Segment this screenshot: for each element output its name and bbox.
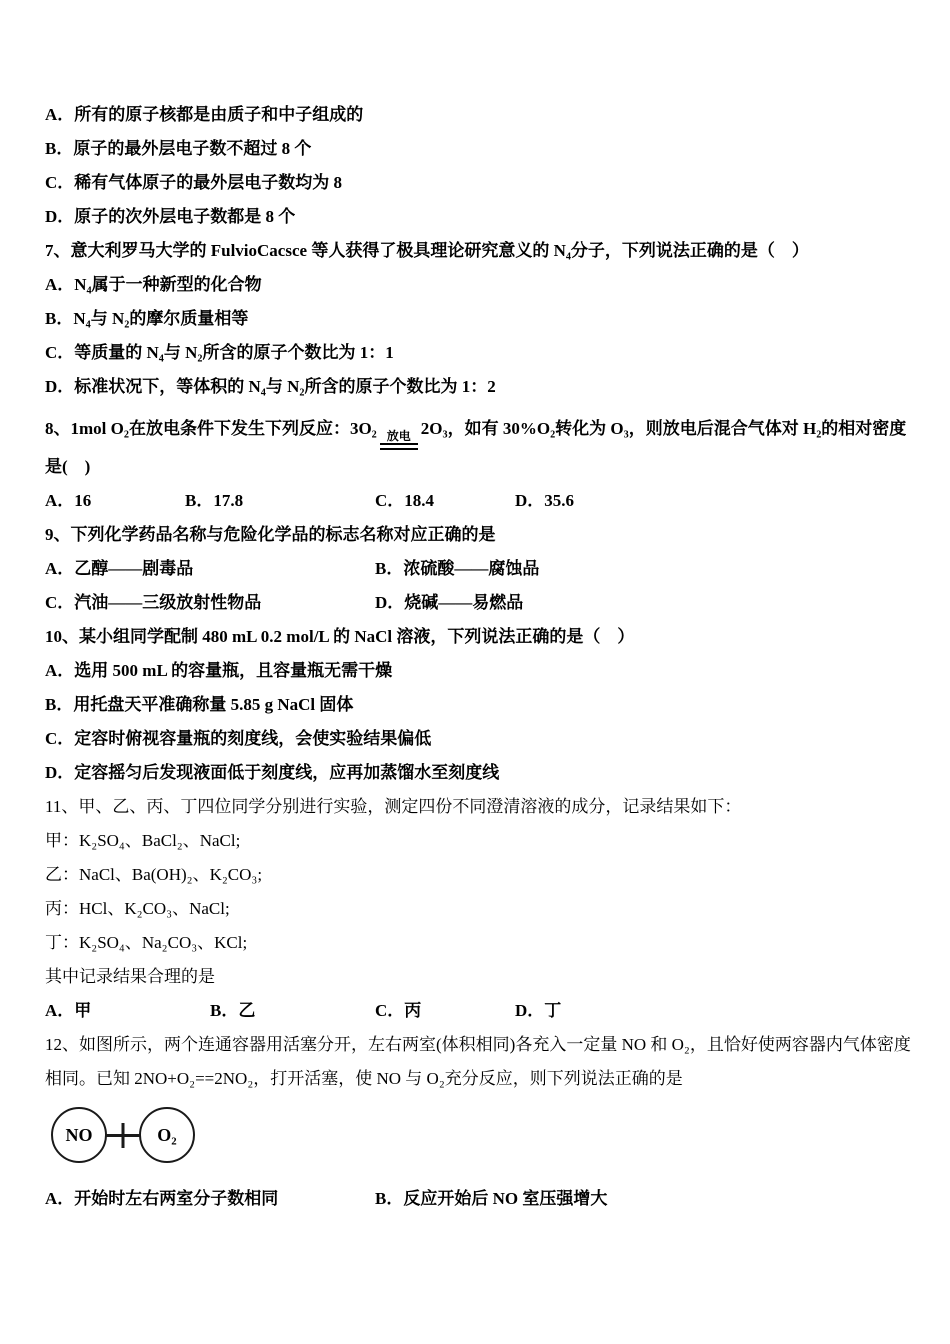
q11-record-bing: 丙：HCl、K₂CO₃、NaCl; xyxy=(45,899,230,918)
q11-record-ding: 丁：K₂SO₄、Na₂CO₃、KCl; xyxy=(45,933,248,952)
question-9-options-row2 xyxy=(45,586,908,620)
q11-record-yi: 乙：NaCl、Ba(OH)₂、K₂CO₃; xyxy=(45,865,263,884)
o2-chamber-label: O₂ xyxy=(157,1124,177,1145)
question-7-option-d: D．标准状况下，等体积的 N₄与 N₂所含的原子个数比为 1：2 xyxy=(45,377,496,396)
question-12-options xyxy=(45,1182,908,1216)
q11-option-c: C．丙 xyxy=(375,1001,422,1020)
q8-option-d: D．35.6 xyxy=(515,491,575,510)
question-9-options-row1 xyxy=(45,552,908,586)
question-8-stem-continued: 是( ) xyxy=(45,457,91,476)
q9-option-a: A．乙醇——剧毒品 xyxy=(45,559,194,578)
question-10-option-a: A．选用 500 mL 的容量瓶，且容量瓶无需干燥 xyxy=(45,661,393,680)
connecting-tube xyxy=(105,1134,141,1137)
question-7-option-b: B．N₄与 N₂的摩尔质量相等 xyxy=(45,309,249,328)
question-6-option-c: C．稀有气体原子的最外层电子数均为 8 xyxy=(45,173,343,192)
q8-option-c: C．18.4 xyxy=(375,491,435,510)
q8-option-b: B．17.8 xyxy=(185,491,244,510)
q8-stem-after: 2O₃，如有 30%O₂转化为 O₃，则放电后混合气体对 H₂的相对密度 xyxy=(420,419,907,438)
q12-gas-diagram xyxy=(51,1104,908,1166)
q8-stem-before: 8、1mol O₂在放电条件下发生下列反应：3O₂ xyxy=(45,419,377,438)
question-7-stem: 7、意大利罗马大学的 FulvioCacsce 等人获得了极具理论研究意义的 N₄分子，下列说法正确的是（ ） xyxy=(45,241,809,260)
q8-option-a: A．16 xyxy=(45,491,92,510)
question-11-options xyxy=(45,994,908,1028)
question-6-option-a: A．所有的原子核都是由质子和中子组成的 xyxy=(45,105,364,124)
q9-option-c: C．汽油——三级放射性物品 xyxy=(45,593,262,612)
question-10-option-c: C．定容时俯视容量瓶的刻度线，会使实验结果偏低 xyxy=(45,729,432,748)
question-8-options xyxy=(45,484,908,518)
q12-option-a: A．开始时左右两室分子数相同 xyxy=(45,1189,279,1208)
question-10-option-b: B．用托盘天平准确称量 5.85 g NaCl 固体 xyxy=(45,695,354,714)
question-10-option-d: D．定容摇匀后发现液面低于刻度线，应再加蒸馏水至刻度线 xyxy=(45,763,500,782)
question-6-option-b: B．原子的最外层电子数不超过 8 个 xyxy=(45,139,312,158)
q11-option-d: D．丁 xyxy=(515,1001,562,1020)
condition-label: 放电 xyxy=(386,429,411,443)
double-equals-line xyxy=(380,443,418,450)
question-7-option-c: C．等质量的 N₄与 N₂所含的原子个数比为 1：1 xyxy=(45,343,394,362)
stopcock-valve xyxy=(122,1123,125,1148)
question-9-stem: 9、下列化学药品名称与危险化学品的标志名称对应正确的是 xyxy=(45,525,496,544)
no-chamber-circle xyxy=(51,1107,107,1163)
q12-option-b: B．反应开始后 NO 室压强增大 xyxy=(375,1189,608,1208)
q11-option-a: A．甲 xyxy=(45,1001,92,1020)
q9-option-d: D．烧碱——易燃品 xyxy=(375,593,524,612)
q9-option-b: B．浓硫酸——腐蚀品 xyxy=(375,559,540,578)
question-6-option-d: D．原子的次外层电子数都是 8 个 xyxy=(45,207,296,226)
no-chamber-label: NO xyxy=(65,1124,93,1145)
question-12-stem-line1: 12、如图所示，两个连通容器用活塞分开，左右两室(体积相同)各充入一定量 NO 和 O₂，且恰好使两容器内气体密度 xyxy=(45,1035,911,1054)
question-8-stem xyxy=(45,412,908,450)
q11-option-b: B．乙 xyxy=(210,1001,256,1020)
question-10-stem: 10、某小组同学配制 480 mL 0.2 mol/L 的 NaCl 溶液，下列说法正确的是（ ） xyxy=(45,627,635,646)
o2-chamber-circle xyxy=(139,1107,195,1163)
reaction-condition xyxy=(380,430,418,450)
question-12-stem-line2: 相同。已知 2NO+O₂==2NO₂，打开活塞，使 NO 与 O₂充分反应，则下列说法正确的是 xyxy=(45,1069,683,1088)
question-11-closing: 其中记录结果合理的是 xyxy=(45,967,215,986)
question-7-option-a: A．N₄属于一种新型的化合物 xyxy=(45,275,262,294)
question-11-stem: 11、甲、乙、丙、丁四位同学分别进行实验，测定四份不同澄清溶液的成分，记录结果如下： xyxy=(45,797,742,816)
q11-record-jia: 甲：K₂SO₄、BaCl₂、NaCl; xyxy=(45,831,241,850)
